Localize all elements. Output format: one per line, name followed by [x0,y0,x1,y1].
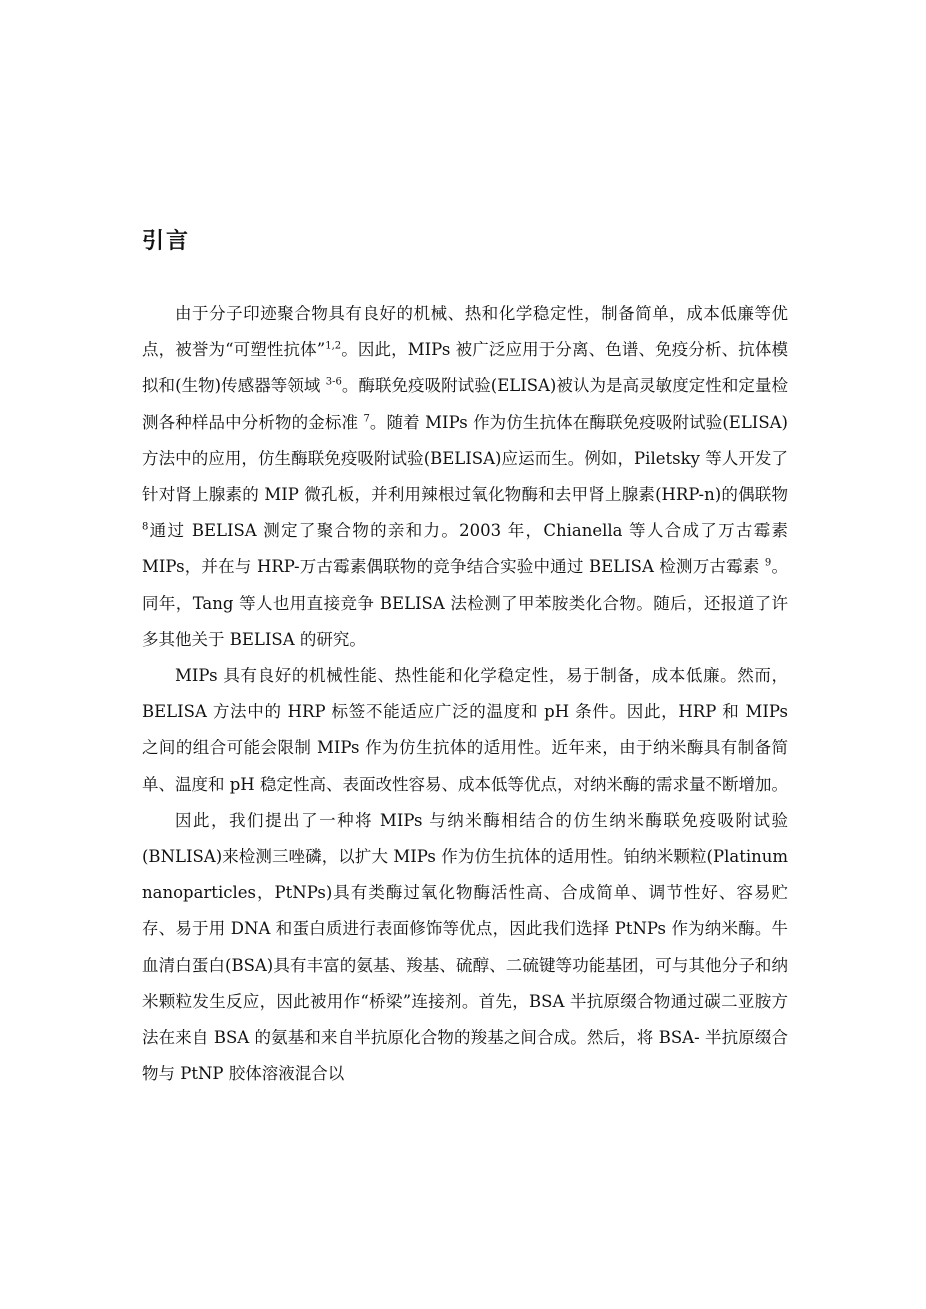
citation-superscript: 8 [142,521,149,533]
body-text [142,296,788,1092]
citation-superscript: 7 [363,413,370,425]
text-run: 通过 BELISA 测定了聚合物的亲和力。2003 年，Chianella 等人合成了万古霉素 MIPs，并在与 HRP-万古霉素偶联物的竞争结合实验中通过 BELISA 检测万古霉素 [142,521,788,577]
text-run: MIPs 具有良好的机械性能、热性能和化学稳定性，易于制备，成本低廉。然而，BELISA 方法中的 HRP 标签不能适应广泛的温度和 pH 条件。因此，HRP 和 MIPs 之间的组合可能会限制 MIPs 作为仿生抗体的适用性。近年来，由于纳米酶具有制备简单、温度和 pH 稳定性高、表面改性容易、成本低等优点，对纳米酶的需求量不断增加。 [142,666,788,794]
citation-superscript: 1,2 [325,340,342,352]
paragraph-1 [142,296,788,658]
paragraph-3 [142,803,788,1093]
paragraph-2 [142,658,788,803]
text-run: 因此，我们提出了一种将 MIPs 与纳米酶相结合的仿生纳米酶联免疫吸附试验(BNLISA)来检测三唑磷，以扩大 MIPs 作为仿生抗体的适用性。铂纳米颗粒(Platinum nanoparticles，PtNPs)具有类酶过氧化物酶活性高、合成简单、调节性好、容易贮存、易于用 DNA 和蛋白质进行表面修饰等优点，因此我们选择 PtNPs 作为纳米酶。牛血清白蛋白(BSA)具有丰富的氨基、羧基、硫醇、二硫键等功能基团，可与其他分子和纳米颗粒发生反应，因此被用作“桥梁”连接剂。首先，BSA 半抗原缀合物通过碳二亚胺方法在来自 BSA 的氨基和来自半抗原化合物的羧基之间合成。然后，将 BSA- 半抗原缀合物与 PtNP 胶体溶液混合以 [142,810,788,1084]
text-run: 。酶联免疫吸附试验(ELISA)被认为是高灵敏度定性和定量检测各种样品中分析物的金标准 [142,376,788,432]
text-run: 。因此，MIPs 被广泛应用于分离、色谱、免疫分析、抗体模拟和(生物)传感器等领域 [142,340,788,396]
section-heading: 引言 [142,229,191,254]
citation-superscript: 3-6 [325,376,342,388]
text-run: 由于分子印迹聚合物具有良好的机械、热和化学稳定性，制备简单，成本低廉等优点，被誉为“可塑性抗体” [142,304,788,360]
citation-superscript: 9 [764,557,772,569]
text-run: 。随着 MIPs 作为仿生抗体在酶联免疫吸附试验(ELISA)方法中的应用，仿生酶联免疫吸附试验(BELISA)应运而生。例如，Piletsky 等人开发了针对肾上腺素的 MIP 微孔板，并利用辣根过氧化物酶和去甲肾上腺素(HRP-n)的偶联物 [142,412,788,505]
text-run: 。同年，Tang 等人也用直接竞争 BELISA 法检测了甲苯胺类化合物。随后，还报道了许多其他关于 BELISA 的研究。 [142,557,788,649]
